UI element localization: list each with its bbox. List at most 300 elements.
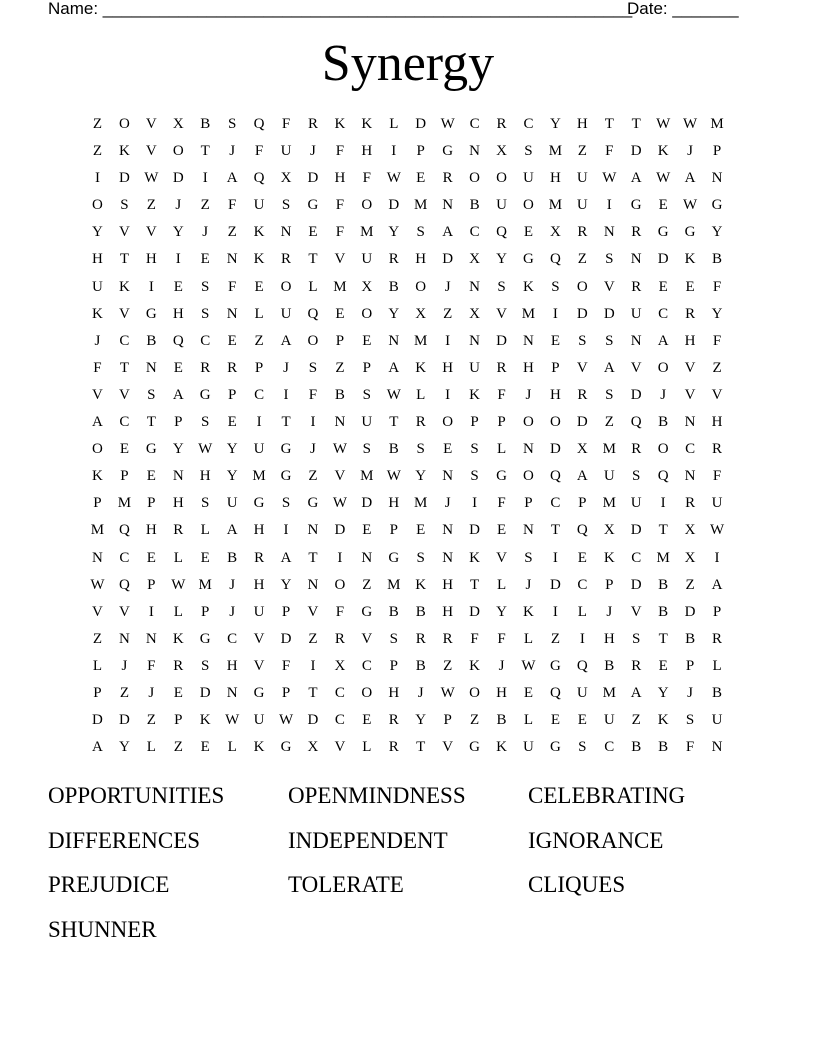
grid-letter[interactable]: U — [469, 359, 481, 376]
grid-letter[interactable]: E — [173, 359, 183, 376]
grid-letter[interactable]: N — [442, 468, 454, 485]
grid-letter[interactable]: O — [92, 197, 103, 214]
grid-letter[interactable]: A — [280, 549, 292, 566]
grid-letter[interactable]: T — [658, 630, 668, 647]
grid-letter[interactable]: U — [630, 495, 642, 512]
grid-letter[interactable]: N — [684, 468, 696, 485]
grid-letter[interactable]: N — [118, 630, 130, 647]
grid-letter[interactable]: U — [361, 251, 373, 268]
grid-letter[interactable]: Z — [119, 684, 129, 701]
grid-letter[interactable]: Q — [496, 224, 507, 241]
grid-letter[interactable]: B — [388, 603, 399, 620]
grid-letter[interactable]: W — [656, 170, 671, 187]
grid-letter[interactable]: E — [308, 224, 318, 241]
grid-letter[interactable]: N — [523, 332, 534, 349]
grid-letter[interactable]: F — [227, 197, 237, 214]
grid-letter[interactable]: V — [711, 386, 723, 403]
grid-letter[interactable]: H — [415, 251, 427, 268]
grid-letter[interactable]: P — [524, 495, 533, 512]
grid-letter[interactable]: D — [630, 522, 642, 539]
grid-letter[interactable]: C — [227, 630, 238, 647]
grid-letter[interactable]: H — [199, 468, 211, 485]
grid-letter[interactable]: N — [603, 224, 615, 241]
grid-letter[interactable]: O — [361, 684, 373, 701]
grid-letter[interactable]: A — [603, 359, 615, 376]
grid-letter[interactable]: C — [334, 684, 345, 701]
grid-letter[interactable]: S — [470, 468, 479, 485]
grid-letter[interactable]: C — [658, 305, 669, 322]
grid-letter[interactable]: I — [310, 414, 316, 431]
grid-letter[interactable]: I — [202, 170, 208, 187]
grid-letter[interactable]: S — [524, 143, 533, 160]
grid-letter[interactable]: M — [602, 495, 616, 512]
grid-letter[interactable]: P — [443, 712, 452, 729]
grid-letter[interactable]: B — [388, 441, 399, 458]
grid-letter[interactable]: Y — [496, 603, 507, 620]
grid-letter[interactable]: T — [308, 251, 318, 268]
grid-letter[interactable]: P — [120, 468, 129, 485]
grid-letter[interactable]: Q — [549, 468, 561, 485]
grid-letter[interactable]: H — [253, 522, 265, 539]
grid-letter[interactable]: T — [470, 576, 480, 593]
grid-letter[interactable]: K — [92, 468, 103, 485]
grid-letter[interactable]: Y — [118, 739, 130, 756]
grid-letter[interactable]: G — [388, 549, 400, 566]
grid-letter[interactable]: Y — [549, 116, 561, 132]
grid-letter[interactable]: T — [308, 684, 318, 701]
grid-letter[interactable]: D — [172, 170, 184, 187]
grid-letter[interactable]: K — [657, 712, 669, 729]
grid-letter[interactable]: Z — [146, 197, 156, 214]
grid-letter[interactable]: Y — [226, 468, 238, 485]
grid-letter[interactable]: V — [334, 251, 346, 268]
grid-letter[interactable]: A — [657, 332, 669, 349]
grid-letter[interactable]: V — [145, 116, 157, 132]
grid-letter[interactable]: G — [711, 197, 723, 214]
grid-letter[interactable]: X — [576, 441, 588, 458]
grid-letter[interactable]: H — [603, 630, 615, 647]
grid-letter[interactable]: V — [684, 359, 696, 376]
grid-letter[interactable]: N — [361, 549, 373, 566]
grid-letter[interactable]: G — [280, 739, 292, 756]
grid-letter[interactable]: S — [281, 495, 291, 512]
grid-letter[interactable]: E — [550, 332, 560, 349]
grid-letter[interactable]: D — [442, 251, 454, 268]
grid-letter[interactable]: T — [416, 739, 426, 756]
grid-letter[interactable]: D — [307, 170, 319, 187]
grid-letter[interactable]: H — [145, 251, 157, 268]
grid-letter[interactable]: H — [172, 305, 184, 322]
grid-letter[interactable]: I — [552, 305, 558, 322]
grid-letter[interactable]: B — [658, 414, 669, 431]
grid-letter[interactable]: L — [146, 739, 156, 756]
grid-letter[interactable]: I — [391, 143, 397, 160]
grid-letter[interactable]: I — [552, 549, 558, 566]
grid-letter[interactable]: S — [578, 332, 587, 349]
grid-letter[interactable]: E — [577, 549, 587, 566]
grid-letter[interactable]: G — [442, 143, 454, 160]
grid-letter[interactable]: F — [497, 495, 506, 512]
grid-letter[interactable]: T — [308, 549, 318, 566]
grid-letter[interactable]: T — [658, 522, 668, 539]
grid-letter[interactable]: H — [226, 657, 238, 674]
grid-letter[interactable]: I — [472, 495, 478, 512]
grid-letter[interactable]: P — [685, 657, 695, 674]
grid-letter[interactable]: O — [549, 414, 561, 431]
grid-letter[interactable]: S — [362, 441, 372, 458]
grid-letter[interactable]: U — [711, 495, 723, 512]
grid-letter[interactable]: Q — [253, 170, 265, 187]
grid-letter[interactable]: R — [631, 278, 642, 295]
grid-letter[interactable]: K — [469, 549, 481, 566]
grid-letter[interactable]: F — [712, 468, 722, 485]
grid-letter[interactable]: P — [605, 576, 614, 593]
grid-letter[interactable]: Q — [172, 332, 184, 349]
grid-letter[interactable]: H — [549, 170, 561, 187]
grid-letter[interactable]: G — [199, 386, 211, 403]
grid-letter[interactable]: E — [577, 712, 587, 729]
grid-letter[interactable]: L — [362, 739, 372, 756]
grid-letter[interactable]: S — [416, 441, 425, 458]
grid-letter[interactable]: G — [280, 441, 292, 458]
grid-letter[interactable]: G — [523, 251, 534, 268]
grid-letter[interactable]: N — [145, 359, 157, 376]
grid-letter[interactable]: Y — [172, 441, 184, 458]
grid-letter[interactable]: P — [389, 657, 398, 674]
grid-letter[interactable]: B — [388, 278, 399, 295]
grid-letter[interactable]: F — [497, 386, 506, 403]
grid-letter[interactable]: U — [523, 739, 534, 756]
grid-letter[interactable]: J — [148, 684, 155, 701]
grid-letter[interactable]: X — [496, 143, 507, 160]
grid-letter[interactable]: P — [470, 414, 479, 431]
grid-letter[interactable]: D — [549, 441, 561, 458]
grid-letter[interactable]: B — [658, 739, 669, 756]
grid-letter[interactable]: O — [172, 143, 184, 160]
grid-letter[interactable]: F — [497, 630, 506, 647]
grid-letter[interactable]: V — [92, 386, 103, 403]
grid-letter[interactable]: W — [683, 116, 698, 132]
grid-letter[interactable]: F — [308, 386, 318, 403]
grid-letter[interactable]: J — [687, 143, 694, 160]
grid-letter[interactable]: N — [307, 576, 319, 593]
grid-letter[interactable]: E — [227, 414, 237, 431]
grid-letter[interactable]: B — [658, 576, 669, 593]
grid-letter[interactable]: Z — [92, 116, 103, 132]
grid-letter[interactable]: U — [711, 712, 723, 729]
grid-letter[interactable]: H — [496, 684, 507, 701]
grid-letter[interactable]: N — [442, 549, 454, 566]
grid-letter[interactable]: X — [307, 739, 319, 756]
grid-letter[interactable]: W — [144, 170, 159, 187]
grid-letter[interactable]: C — [550, 495, 561, 512]
grid-letter[interactable]: N — [711, 739, 723, 756]
grid-letter[interactable]: Z — [308, 468, 318, 485]
grid-letter[interactable]: E — [146, 549, 156, 566]
grid-letter[interactable]: M — [360, 224, 374, 241]
grid-letter[interactable]: J — [310, 441, 316, 458]
grid-letter[interactable]: V — [253, 630, 265, 647]
grid-letter[interactable]: P — [578, 495, 587, 512]
grid-letter[interactable]: X — [334, 657, 346, 674]
grid-letter[interactable]: W — [440, 116, 455, 132]
grid-letter[interactable]: E — [362, 712, 372, 729]
grid-letter[interactable]: H — [145, 522, 157, 539]
grid-letter[interactable]: E — [146, 468, 156, 485]
grid-letter[interactable]: Z — [577, 143, 587, 160]
grid-letter[interactable]: D — [280, 630, 292, 647]
grid-letter[interactable]: E — [658, 278, 668, 295]
grid-letter[interactable]: M — [360, 468, 374, 485]
grid-letter[interactable]: F — [362, 170, 372, 187]
grid-letter[interactable]: R — [685, 495, 696, 512]
grid-letter[interactable]: S — [147, 386, 156, 403]
grid-letter[interactable]: N — [523, 522, 534, 539]
grid-letter[interactable]: V — [630, 359, 642, 376]
grid-letter[interactable]: I — [660, 495, 666, 512]
grid-letter[interactable]: A — [92, 414, 103, 431]
grid-letter[interactable]: N — [442, 197, 454, 214]
grid-letter[interactable]: I — [94, 170, 100, 187]
grid-letter[interactable]: J — [310, 143, 316, 160]
grid-letter[interactable]: C — [361, 657, 372, 674]
grid-letter[interactable]: M — [602, 441, 616, 458]
grid-letter[interactable]: M — [656, 549, 670, 566]
grid-letter[interactable]: O — [307, 332, 319, 349]
grid-letter[interactable]: J — [660, 386, 667, 403]
grid-letter[interactable]: Y — [388, 224, 400, 241]
grid-letter[interactable]: E — [200, 549, 210, 566]
grid-letter[interactable]: K — [361, 116, 373, 132]
grid-letter[interactable]: T — [631, 116, 641, 132]
grid-letter[interactable]: K — [199, 712, 211, 729]
grid-letter[interactable]: B — [146, 332, 157, 349]
grid-letter[interactable]: V — [576, 359, 588, 376]
grid-letter[interactable]: C — [334, 712, 345, 729]
grid-letter[interactable]: Z — [173, 739, 183, 756]
grid-letter[interactable]: S — [632, 468, 641, 485]
grid-letter[interactable]: U — [630, 305, 642, 322]
grid-letter[interactable]: Z — [254, 332, 264, 349]
grid-letter[interactable]: Q — [118, 576, 130, 593]
grid-letter[interactable]: N — [226, 251, 238, 268]
grid-letter[interactable]: V — [334, 739, 346, 756]
grid-letter[interactable]: O — [576, 278, 588, 295]
grid-letter[interactable]: C — [119, 414, 130, 431]
grid-letter[interactable]: L — [227, 739, 237, 756]
grid-letter[interactable]: B — [227, 549, 238, 566]
grid-letter[interactable]: M — [90, 522, 105, 539]
grid-letter[interactable]: Z — [146, 712, 156, 729]
grid-letter[interactable]: G — [469, 739, 481, 756]
grid-letter[interactable]: J — [687, 684, 694, 701]
grid-letter[interactable]: Z — [227, 224, 237, 241]
grid-letter[interactable]: Q — [118, 522, 130, 539]
grid-letter[interactable]: N — [630, 251, 642, 268]
grid-letter[interactable]: K — [172, 630, 184, 647]
grid-letter[interactable]: R — [631, 224, 642, 241]
grid-letter[interactable]: A — [711, 576, 723, 593]
grid-letter[interactable]: L — [173, 549, 183, 566]
grid-letter[interactable]: I — [714, 549, 720, 566]
grid-letter[interactable]: M — [414, 495, 428, 512]
grid-letter[interactable]: V — [118, 305, 130, 322]
grid-letter[interactable]: L — [173, 603, 183, 620]
grid-letter[interactable]: S — [308, 359, 318, 376]
grid-letter[interactable]: P — [281, 684, 291, 701]
grid-letter[interactable]: C — [469, 224, 480, 241]
grid-letter[interactable]: K — [253, 739, 265, 756]
grid-letter[interactable]: F — [93, 359, 102, 376]
grid-letter[interactable]: K — [603, 549, 615, 566]
grid-letter[interactable]: G — [307, 495, 319, 512]
grid-letter[interactable]: W — [278, 712, 294, 729]
grid-letter[interactable]: R — [577, 386, 588, 403]
grid-letter[interactable]: Q — [576, 522, 588, 539]
grid-letter[interactable]: V — [334, 468, 346, 485]
grid-letter[interactable]: E — [416, 170, 426, 187]
grid-letter[interactable]: J — [121, 657, 128, 674]
grid-letter[interactable]: S — [524, 549, 533, 566]
grid-letter[interactable]: W — [656, 116, 671, 132]
grid-letter[interactable]: U — [253, 603, 265, 620]
grid-letter[interactable]: G — [199, 630, 211, 647]
grid-letter[interactable]: J — [229, 143, 236, 160]
grid-letter[interactable]: P — [254, 359, 264, 376]
grid-letter[interactable]: L — [92, 657, 103, 674]
grid-letter[interactable]: L — [254, 305, 264, 322]
grid-letter[interactable]: H — [388, 684, 400, 701]
grid-letter[interactable]: H — [253, 576, 265, 593]
grid-letter[interactable]: W — [198, 441, 213, 458]
grid-letter[interactable]: L — [523, 712, 534, 729]
grid-letter[interactable]: Z — [200, 197, 210, 214]
grid-letter[interactable]: E — [227, 332, 237, 349]
grid-letter[interactable]: B — [685, 630, 696, 647]
grid-letter[interactable]: G — [145, 305, 157, 322]
grid-letter[interactable]: C — [523, 116, 534, 132]
grid-letter[interactable]: R — [200, 359, 211, 376]
grid-letter[interactable]: B — [469, 197, 480, 214]
grid-letter[interactable]: W — [521, 657, 536, 674]
grid-letter[interactable]: E — [496, 522, 507, 539]
grid-letter[interactable]: M — [602, 684, 616, 701]
grid-letter[interactable]: V — [253, 657, 265, 674]
grid-letter[interactable]: E — [443, 441, 453, 458]
grid-letter[interactable]: I — [579, 630, 585, 647]
grid-letter[interactable]: Q — [307, 305, 319, 322]
grid-letter[interactable]: I — [310, 657, 316, 674]
grid-letter[interactable]: J — [525, 576, 532, 593]
grid-letter[interactable]: C — [685, 441, 696, 458]
grid-letter[interactable]: V — [145, 143, 157, 160]
grid-letter[interactable]: F — [605, 143, 614, 160]
grid-letter[interactable]: Z — [550, 630, 560, 647]
grid-letter[interactable]: W — [386, 170, 401, 187]
grid-letter[interactable]: F — [335, 143, 345, 160]
grid-letter[interactable]: C — [577, 576, 588, 593]
grid-letter[interactable]: G — [549, 657, 561, 674]
grid-letter[interactable]: Z — [604, 414, 614, 431]
grid-letter[interactable]: O — [334, 576, 346, 593]
grid-letter[interactable]: W — [683, 197, 698, 214]
grid-letter[interactable]: G — [307, 197, 319, 214]
grid-letter[interactable]: Q — [630, 414, 642, 431]
grid-letter[interactable]: H — [172, 495, 184, 512]
grid-letter[interactable]: B — [604, 657, 615, 674]
grid-letter[interactable]: A — [442, 224, 454, 241]
grid-letter[interactable]: E — [658, 657, 668, 674]
grid-letter[interactable]: E — [362, 522, 372, 539]
grid-letter[interactable]: M — [333, 278, 347, 295]
grid-letter[interactable]: N — [469, 332, 481, 349]
grid-letter[interactable]: I — [445, 332, 451, 349]
grid-letter[interactable]: R — [173, 657, 184, 674]
grid-letter[interactable]: M — [710, 116, 724, 132]
grid-letter[interactable]: X — [469, 305, 481, 322]
grid-letter[interactable]: B — [631, 739, 642, 756]
grid-letter[interactable]: P — [174, 712, 183, 729]
grid-letter[interactable]: K — [415, 576, 427, 593]
grid-letter[interactable]: I — [283, 522, 289, 539]
grid-letter[interactable]: P — [93, 495, 102, 512]
grid-letter[interactable]: H — [334, 170, 346, 187]
grid-letter[interactable]: D — [118, 712, 130, 729]
grid-letter[interactable]: J — [417, 684, 424, 701]
grid-letter[interactable]: B — [658, 603, 669, 620]
grid-letter[interactable]: N — [226, 684, 238, 701]
grid-letter[interactable]: N — [469, 278, 481, 295]
grid-letter[interactable]: R — [307, 116, 318, 132]
grid-letter[interactable]: H — [361, 143, 373, 160]
grid-letter[interactable]: D — [496, 332, 507, 349]
grid-letter[interactable]: F — [281, 116, 291, 132]
grid-letter[interactable]: Z — [631, 712, 641, 729]
grid-letter[interactable]: S — [201, 495, 210, 512]
grid-letter[interactable]: K — [684, 251, 696, 268]
grid-letter[interactable]: H — [684, 332, 696, 349]
grid-letter[interactable]: W — [709, 522, 725, 539]
grid-letter[interactable]: U — [92, 278, 103, 295]
grid-letter[interactable]: C — [631, 549, 642, 566]
grid-letter[interactable]: B — [415, 603, 426, 620]
grid-letter[interactable]: R — [334, 630, 345, 647]
grid-letter[interactable]: U — [253, 197, 265, 214]
grid-letter[interactable]: H — [442, 603, 454, 620]
grid-letter[interactable]: R — [496, 116, 507, 132]
grid-letter[interactable]: O — [280, 278, 292, 295]
grid-letter[interactable]: V — [684, 386, 696, 403]
grid-letter[interactable]: Z — [335, 359, 345, 376]
grid-letter[interactable]: D — [199, 684, 211, 701]
grid-letter[interactable]: Q — [657, 468, 669, 485]
grid-letter[interactable]: A — [630, 170, 642, 187]
grid-letter[interactable]: N — [630, 332, 642, 349]
grid-letter[interactable]: R — [173, 522, 184, 539]
grid-letter[interactable]: A — [630, 684, 642, 701]
grid-letter[interactable]: L — [416, 386, 426, 403]
grid-letter[interactable]: O — [415, 278, 427, 295]
grid-letter[interactable]: U — [226, 495, 238, 512]
grid-letter[interactable]: X — [603, 522, 615, 539]
grid-letter[interactable]: U — [253, 441, 265, 458]
grid-letter[interactable]: D — [657, 251, 669, 268]
grid-letter[interactable]: E — [200, 739, 210, 756]
grid-letter[interactable]: K — [253, 224, 265, 241]
grid-letter[interactable]: N — [226, 305, 238, 322]
grid-letter[interactable]: C — [254, 386, 265, 403]
grid-letter[interactable]: J — [498, 657, 505, 674]
